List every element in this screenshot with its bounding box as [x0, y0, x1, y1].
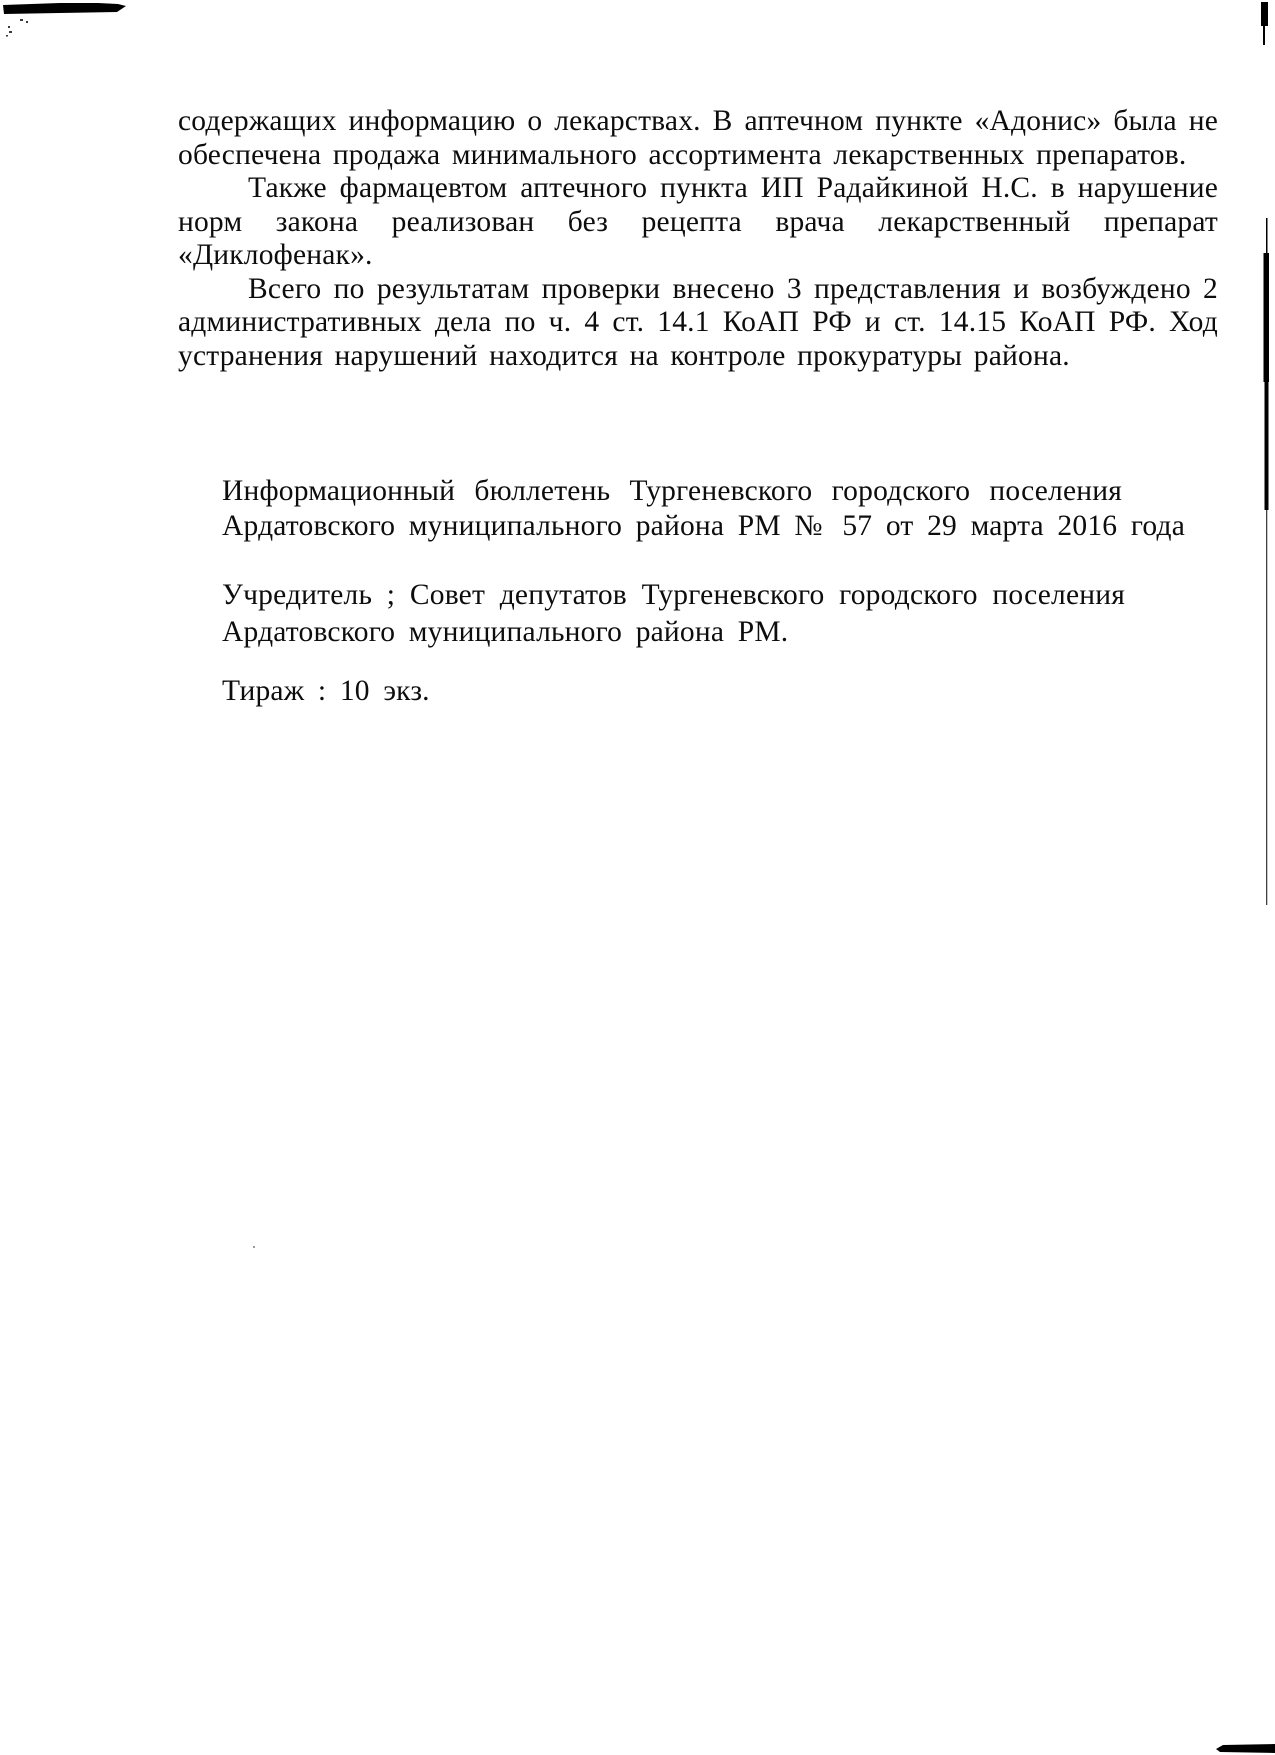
paragraph-3-line-2: административных дела по ч. 4 ст. 14.1 КоАП РФ и ст. 14.15 КоАП РФ. Ход: [178, 306, 1218, 338]
top-left-ink-specks: [6, 19, 28, 37]
bottom-right-scan-bar-artifact: [1216, 1744, 1275, 1753]
founder-info: [222, 577, 1125, 651]
page-speck-artifact: [253, 1246, 255, 1248]
paragraph-3-line-1: Всего по результатам проверки внесено 3 представления и возбуждено 2: [248, 272, 1218, 305]
paragraph-2-line-3: «Диклофенак».: [178, 239, 373, 271]
top-left-scan-bar-artifact: [3, 3, 126, 14]
bulletin-line-1: Информационный бюллетень Тургеневского городского поселения: [222, 475, 1122, 507]
paragraph-3-line-3: устранения нарушений находится на контроле прокуратуры района.: [178, 339, 1070, 372]
document-body: [178, 105, 1218, 373]
paragraph-1-line-2: обеспечена продажа минимального ассортимента лекарственных препаратов.: [178, 138, 1187, 171]
founder-line-2: Ардатовского муниципального района РМ.: [222, 616, 789, 648]
print-run-line: Тираж : 10 экз.: [222, 675, 430, 707]
paragraph-2-line-1: Также фармацевтом аптечного пункта ИП Радайкиной Н.С. в нарушение: [248, 172, 1218, 204]
bulletin-line-2: Ардатовского муниципального района РМ № 57 от 29 марта 2016 года: [222, 510, 1185, 542]
paragraph-1-line-1: содержащих информацию о лекарствах. В аптечном пункте «Адонис» была не: [178, 105, 1218, 137]
right-edge-streak-artifact: [1264, 218, 1270, 905]
bulletin-issue-info: [222, 474, 1185, 544]
print-run-info: [222, 674, 430, 709]
paragraph-2-line-2: норм закона реализован без рецепта врача лекарственный препарат: [178, 205, 1218, 238]
top-right-ink-mark-artifact: [1261, 2, 1268, 45]
founder-line-1: Учредитель ; Совет депутатов Тургеневского городского поселения: [222, 579, 1125, 611]
